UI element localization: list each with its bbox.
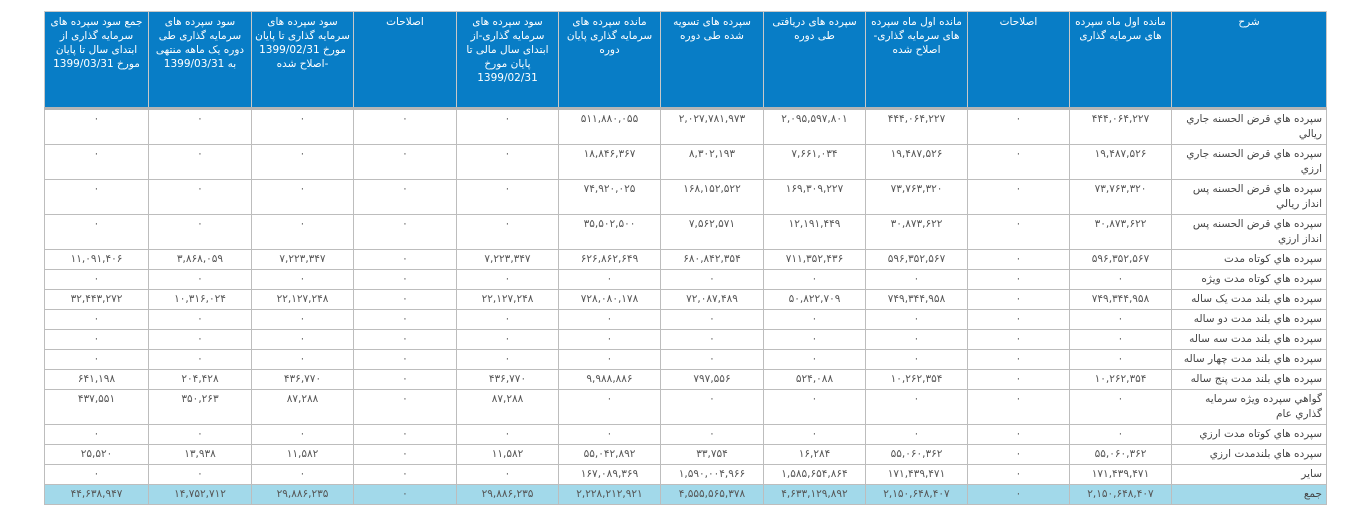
- table-cell: ۰: [45, 270, 149, 290]
- table-cell: ۰: [149, 425, 252, 445]
- table-cell: ۰: [45, 350, 149, 370]
- table-cell: ۳۳,۷۵۴: [661, 445, 764, 465]
- column-header: سپرده های تسویه شده طی دوره: [661, 12, 764, 109]
- table-cell: ۴۴۴,۰۶۴,۲۲۷: [866, 109, 968, 145]
- total-row: [45, 485, 1327, 505]
- table-row: [45, 310, 1327, 330]
- table-cell: ۱۷۱,۴۳۹,۴۷۱: [866, 465, 968, 485]
- table-cell: ۰: [457, 350, 559, 370]
- table-cell: ۰: [661, 310, 764, 330]
- table-cell: ۰: [354, 215, 457, 250]
- table-cell: ۳۲,۴۴۳,۲۷۲: [45, 290, 149, 310]
- table-cell: ۰: [252, 180, 354, 215]
- table-cell: ۷,۶۶۱,۰۳۴: [764, 145, 866, 180]
- table-cell: ۰: [354, 290, 457, 310]
- table-row: [45, 215, 1327, 250]
- table-cell: ۷۲,۰۸۷,۴۸۹: [661, 290, 764, 310]
- column-header: مانده سپرده های سرمایه گذاری پایان دوره: [559, 12, 661, 109]
- table-cell: ۲,۲۲۸,۲۱۲,۹۲۱: [559, 485, 661, 505]
- table-cell: ۱۰,۳۱۶,۰۲۴: [149, 290, 252, 310]
- row-description: جمع: [1172, 485, 1327, 505]
- table-cell: ۰: [457, 425, 559, 445]
- table-cell: ۰: [354, 145, 457, 180]
- table-cell: ۰: [764, 310, 866, 330]
- table-cell: ۱۳,۹۳۸: [149, 445, 252, 465]
- table-cell: ۰: [968, 250, 1070, 270]
- table-cell: ۰: [1070, 390, 1172, 425]
- table-cell: ۰: [764, 270, 866, 290]
- row-description: سپرده هاي قرض الحسنه پس انداز ارزي: [1172, 215, 1327, 250]
- table-cell: ۱۶,۲۸۴: [764, 445, 866, 465]
- table-cell: ۰: [45, 465, 149, 485]
- table-cell: ۰: [354, 270, 457, 290]
- table-cell: ۰: [764, 425, 866, 445]
- table-cell: ۴۳۶,۷۷۰: [457, 370, 559, 390]
- table-cell: ۳۰,۸۷۳,۶۲۲: [1070, 215, 1172, 250]
- table-cell: ۵۲۴,۰۸۸: [764, 370, 866, 390]
- table-cell: ۵۵,۰۶۰,۳۶۲: [1070, 445, 1172, 465]
- column-header: اصلاحات: [354, 12, 457, 109]
- table-cell: ۰: [968, 215, 1070, 250]
- table-cell: ۲,۱۵۰,۶۴۸,۴۰۷: [1070, 485, 1172, 505]
- table-cell: ۲۹,۸۸۶,۲۳۵: [457, 485, 559, 505]
- table-cell: ۷۲۸,۰۸۰,۱۷۸: [559, 290, 661, 310]
- table-cell: ۰: [252, 350, 354, 370]
- table-cell: ۰: [149, 465, 252, 485]
- table-cell: ۵۵,۰۴۲,۸۹۲: [559, 445, 661, 465]
- table-row: [45, 270, 1327, 290]
- row-description: سپرده هاي كوتاه مدت ويژه: [1172, 270, 1327, 290]
- table-cell: ۰: [45, 425, 149, 445]
- table-cell: ۳۵,۵۰۲,۵۰۰: [559, 215, 661, 250]
- table-cell: ۰: [1070, 425, 1172, 445]
- header-row: [45, 12, 1327, 109]
- table-cell: ۰: [968, 145, 1070, 180]
- table-cell: ۰: [968, 370, 1070, 390]
- table-cell: ۴,۶۳۳,۱۲۹,۸۹۲: [764, 485, 866, 505]
- table-cell: ۳۰,۸۷۳,۶۲۲: [866, 215, 968, 250]
- row-description: سپرده هاي قرض الحسنه جاري ارزي: [1172, 145, 1327, 180]
- table-cell: ۰: [968, 109, 1070, 145]
- table-cell: ۰: [457, 465, 559, 485]
- table-row: [45, 250, 1327, 270]
- row-description: سپرده هاي بلند مدت يک ساله: [1172, 290, 1327, 310]
- table-cell: ۱۱,۵۸۲: [457, 445, 559, 465]
- table-cell: ۰: [968, 330, 1070, 350]
- column-header: شرح: [1172, 12, 1327, 109]
- table-cell: ۵۵,۰۶۰,۳۶۲: [866, 445, 968, 465]
- table-cell: ۰: [457, 270, 559, 290]
- table-cell: ۵۰,۸۲۲,۷۰۹: [764, 290, 866, 310]
- table-cell: ۲۲,۱۲۷,۲۴۸: [252, 290, 354, 310]
- row-description: سپرده هاي كوتاه مدت ارزي: [1172, 425, 1327, 445]
- table-cell: ۰: [252, 215, 354, 250]
- table-cell: ۰: [559, 350, 661, 370]
- table-row: [45, 445, 1327, 465]
- table-cell: ۱۹,۴۸۷,۵۲۶: [866, 145, 968, 180]
- table-cell: ۱۱,۰۹۱,۴۰۶: [45, 250, 149, 270]
- table-cell: ۰: [968, 465, 1070, 485]
- table-body: [45, 109, 1327, 505]
- table-cell: ۰: [457, 310, 559, 330]
- table-cell: ۱۶۷,۰۸۹,۳۶۹: [559, 465, 661, 485]
- table-row: [45, 330, 1327, 350]
- table-cell: ۰: [661, 350, 764, 370]
- table-row: [45, 350, 1327, 370]
- table-cell: ۰: [968, 310, 1070, 330]
- table-cell: ۰: [457, 145, 559, 180]
- table-cell: ۰: [661, 390, 764, 425]
- table-cell: ۱۲,۱۹۱,۴۴۹: [764, 215, 866, 250]
- table-header: [45, 12, 1327, 109]
- table-cell: ۰: [252, 330, 354, 350]
- table-cell: ۰: [45, 215, 149, 250]
- table-cell: ۰: [1070, 310, 1172, 330]
- table-row: [45, 145, 1327, 180]
- table-cell: ۰: [764, 350, 866, 370]
- table-cell: ۰: [1070, 270, 1172, 290]
- table-cell: ۷,۲۲۳,۳۴۷: [457, 250, 559, 270]
- investment-deposits-table: [44, 11, 1327, 505]
- column-header: سود سپرده های سرمایه گذاری-از ابتدای سال مالی تا پایان مورخ 1399/02/31: [457, 12, 559, 109]
- table-cell: ۲۹,۸۸۶,۲۳۵: [252, 485, 354, 505]
- table-cell: ۰: [1070, 350, 1172, 370]
- table-cell: ۶۴۱,۱۹۸: [45, 370, 149, 390]
- table-cell: ۰: [764, 330, 866, 350]
- table-cell: ۰: [252, 310, 354, 330]
- table-cell: ۰: [149, 350, 252, 370]
- table-cell: ۰: [457, 180, 559, 215]
- table-cell: ۲,۰۹۵,۵۹۷,۸۰۱: [764, 109, 866, 145]
- table-cell: ۰: [866, 350, 968, 370]
- table-cell: ۱۶۸,۱۵۲,۵۲۲: [661, 180, 764, 215]
- table-cell: ۷۴۹,۳۴۴,۹۵۸: [866, 290, 968, 310]
- table-cell: ۶۲۶,۸۶۲,۶۴۹: [559, 250, 661, 270]
- table-cell: ۰: [559, 330, 661, 350]
- table-cell: ۰: [354, 330, 457, 350]
- table-cell: ۰: [457, 109, 559, 145]
- table-cell: ۸۷,۲۸۸: [457, 390, 559, 425]
- table-row: [45, 370, 1327, 390]
- table-cell: ۱۱,۵۸۲: [252, 445, 354, 465]
- table-cell: ۰: [968, 425, 1070, 445]
- table-cell: ۴۳۷,۵۵۱: [45, 390, 149, 425]
- table-cell: ۰: [354, 445, 457, 465]
- table-cell: ۳,۸۶۸,۰۵۹: [149, 250, 252, 270]
- table-cell: ۰: [661, 270, 764, 290]
- column-header: جمع سود سپرده های سرمایه گذاری از ابتدای سال تا پایان مورخ 1399/03/31: [45, 12, 149, 109]
- table-cell: ۴۴,۶۳۸,۹۴۷: [45, 485, 149, 505]
- row-description: سپرده هاي كوتاه مدت: [1172, 250, 1327, 270]
- table-cell: ۷,۲۲۳,۳۴۷: [252, 250, 354, 270]
- table-cell: ۰: [354, 350, 457, 370]
- column-header: مانده اول ماه سپرده های سرمایه گذاری-اصلاح شده: [866, 12, 968, 109]
- table-cell: ۷۴,۹۲۰,۰۲۵: [559, 180, 661, 215]
- table-row: [45, 465, 1327, 485]
- table-cell: ۰: [149, 109, 252, 145]
- row-description: سپرده هاي بلند مدت سه ساله: [1172, 330, 1327, 350]
- row-description: سپرده هاي بلندمدت ارزي: [1172, 445, 1327, 465]
- row-description: سپرده هاي بلند مدت دو ساله: [1172, 310, 1327, 330]
- table-cell: ۳۵۰,۲۶۳: [149, 390, 252, 425]
- column-header: سود سپرده های سرمایه گذاری طی دوره یک ماهه منتهی به 1399/03/31: [149, 12, 252, 109]
- table-cell: ۰: [354, 465, 457, 485]
- table-cell: ۶۸۰,۸۴۲,۳۵۴: [661, 250, 764, 270]
- table-cell: ۲۵,۵۲۰: [45, 445, 149, 465]
- table-cell: ۸۷,۲۸۸: [252, 390, 354, 425]
- table-cell: ۴,۵۵۵,۵۶۵,۳۷۸: [661, 485, 764, 505]
- table-cell: ۷۹۷,۵۵۶: [661, 370, 764, 390]
- table-cell: ۸,۳۰۲,۱۹۳: [661, 145, 764, 180]
- table-cell: ۱۸,۸۴۶,۳۶۷: [559, 145, 661, 180]
- table-cell: ۰: [866, 310, 968, 330]
- table-cell: ۰: [354, 390, 457, 425]
- table-cell: ۷۱۱,۳۵۲,۴۳۶: [764, 250, 866, 270]
- table-cell: ۷۳,۷۶۳,۳۲۰: [1070, 180, 1172, 215]
- table-cell: ۰: [252, 465, 354, 485]
- table-cell: ۰: [457, 330, 559, 350]
- table-cell: ۰: [661, 425, 764, 445]
- table-row: [45, 290, 1327, 310]
- row-description: ساير: [1172, 465, 1327, 485]
- table-cell: ۲,۱۵۰,۶۴۸,۴۰۷: [866, 485, 968, 505]
- row-description: سپرده هاي بلند مدت چهار ساله: [1172, 350, 1327, 370]
- column-header: اصلاحات: [968, 12, 1070, 109]
- table-cell: ۰: [354, 250, 457, 270]
- table-cell: ۰: [45, 310, 149, 330]
- table-cell: ۱۷۱,۴۳۹,۴۷۱: [1070, 465, 1172, 485]
- table-cell: ۰: [559, 390, 661, 425]
- table-cell: ۰: [866, 425, 968, 445]
- table-cell: ۰: [559, 310, 661, 330]
- table-row: [45, 390, 1327, 425]
- table-cell: ۲۰۴,۴۲۸: [149, 370, 252, 390]
- table-cell: ۷۳,۷۶۳,۳۲۰: [866, 180, 968, 215]
- column-header: سود سپرده های سرمایه گذاری تا پایان مورخ 1399/02/31 -اصلاح شده: [252, 12, 354, 109]
- column-header: مانده اول ماه سپرده های سرمایه گذاری: [1070, 12, 1172, 109]
- table-cell: ۰: [354, 485, 457, 505]
- table-cell: ۰: [354, 180, 457, 215]
- table-row: [45, 425, 1327, 445]
- table-cell: ۰: [354, 310, 457, 330]
- table-cell: ۴۴۴,۰۶۴,۲۲۷: [1070, 109, 1172, 145]
- table-cell: ۱۰,۲۶۲,۳۵۴: [866, 370, 968, 390]
- table-cell: ۰: [252, 270, 354, 290]
- table-cell: ۰: [149, 310, 252, 330]
- table-cell: ۰: [45, 330, 149, 350]
- table-cell: ۱,۵۹۰,۰۰۴,۹۶۶: [661, 465, 764, 485]
- table-cell: ۱۰,۲۶۲,۳۵۴: [1070, 370, 1172, 390]
- table-cell: ۱۶۹,۳۰۹,۲۲۷: [764, 180, 866, 215]
- table-cell: ۰: [968, 350, 1070, 370]
- table-cell: ۰: [149, 145, 252, 180]
- table-cell: ۵۹۶,۳۵۲,۵۶۷: [1070, 250, 1172, 270]
- table-cell: ۵۱۱,۸۸۰,۰۵۵: [559, 109, 661, 145]
- table-cell: ۰: [866, 330, 968, 350]
- table-cell: ۰: [968, 485, 1070, 505]
- table-cell: ۰: [45, 180, 149, 215]
- table-cell: ۱۹,۴۸۷,۵۲۶: [1070, 145, 1172, 180]
- table-cell: ۰: [559, 270, 661, 290]
- row-description: سپرده هاي قرض الحسنه جاري ريالي: [1172, 109, 1327, 145]
- table-cell: ۰: [661, 330, 764, 350]
- table-cell: ۰: [457, 215, 559, 250]
- table-cell: ۰: [149, 330, 252, 350]
- table-cell: ۰: [354, 370, 457, 390]
- table-cell: ۱۴,۷۵۲,۷۱۲: [149, 485, 252, 505]
- table-cell: ۰: [45, 145, 149, 180]
- table-cell: ۱,۵۸۵,۶۵۴,۸۶۴: [764, 465, 866, 485]
- table-row: [45, 109, 1327, 145]
- table-row: [45, 180, 1327, 215]
- table-cell: ۲۲,۱۲۷,۲۴۸: [457, 290, 559, 310]
- table-cell: ۰: [764, 390, 866, 425]
- table-cell: ۰: [866, 390, 968, 425]
- table-cell: ۰: [968, 270, 1070, 290]
- table-cell: ۰: [968, 180, 1070, 215]
- row-description: سپرده هاي بلند مدت پنج ساله: [1172, 370, 1327, 390]
- table-cell: ۰: [252, 145, 354, 180]
- table-cell: ۴۳۶,۷۷۰: [252, 370, 354, 390]
- table-cell: ۰: [149, 215, 252, 250]
- table-cell: ۰: [149, 270, 252, 290]
- table-cell: ۰: [149, 180, 252, 215]
- table-cell: ۰: [252, 425, 354, 445]
- table-cell: ۰: [45, 109, 149, 145]
- table-cell: ۰: [968, 445, 1070, 465]
- table-cell: ۹,۹۸۸,۸۸۶: [559, 370, 661, 390]
- column-header: سپرده های دریافتی طی دوره: [764, 12, 866, 109]
- table-cell: ۰: [354, 109, 457, 145]
- table-cell: ۵۹۶,۳۵۲,۵۶۷: [866, 250, 968, 270]
- table-cell: ۷,۵۶۲,۵۷۱: [661, 215, 764, 250]
- table-cell: ۰: [252, 109, 354, 145]
- table-cell: ۰: [559, 425, 661, 445]
- table-cell: ۰: [354, 425, 457, 445]
- row-description: گواهي سپرده ويژه سرمايه گذاري عام: [1172, 390, 1327, 425]
- table-cell: ۰: [866, 270, 968, 290]
- table-cell: ۷۴۹,۳۴۴,۹۵۸: [1070, 290, 1172, 310]
- table-cell: ۰: [968, 390, 1070, 425]
- table-cell: ۰: [968, 290, 1070, 310]
- table-cell: ۲,۰۲۷,۷۸۱,۹۷۳: [661, 109, 764, 145]
- table-cell: ۰: [1070, 330, 1172, 350]
- row-description: سپرده هاي قرض الحسنه پس انداز ريالي: [1172, 180, 1327, 215]
